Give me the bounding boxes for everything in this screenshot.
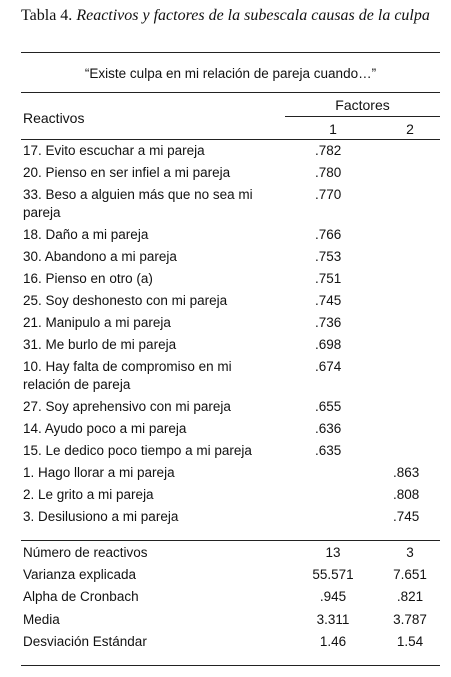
item-factor-1: .782 [315,143,342,158]
item-factor-1: .745 [315,293,342,308]
factores-rule [285,116,440,117]
table-subtitle: “Existe culpa en mi relación de pareja cuando…” [84,66,377,81]
stats-row [23,564,440,586]
item-label: 18. Daño a mi pareja [23,227,149,242]
item-factor-1: .736 [315,315,342,330]
header-factores: Factores [335,97,390,113]
table-label: Tabla 4. [21,7,73,24]
stat-factor-2: 3 [406,545,414,560]
table-row [23,224,440,246]
table-row [23,484,440,506]
table-row [23,418,440,440]
item-label: 21. Manipulo a mi pareja [23,315,171,330]
table-row [23,268,440,290]
header-top-rule [21,92,440,93]
stat-factor-1: 1.46 [319,633,347,649]
item-label: 15. Le dedico poco tiempo a mi pareja [23,443,252,458]
stat-label: Alpha de Cronbach [23,589,139,605]
item-factor-1: .655 [315,399,342,414]
table-row [23,462,440,484]
table-title: Reactivos y factores de la subescala causas de la culpa [76,7,430,24]
item-label: 20. Pienso en ser infiel a mi pareja [23,165,231,180]
item-factor-2: .808 [393,487,420,502]
stat-label: Varianza explicada [23,567,137,583]
items-table [23,140,440,528]
table-caption [21,6,441,26]
table-row [23,184,440,224]
table-row [23,140,440,162]
item-label: 3. Desilusiono a mi pareja [23,509,179,524]
bottom-rule [21,665,440,666]
table-row [23,290,440,312]
table-row [23,246,440,268]
stat-factor-1: 55.571 [312,567,354,583]
stats-row [23,609,440,631]
item-label: 16. Pienso en otro (a) [23,271,153,286]
stat-factor-1: 3.311 [316,611,350,627]
stat-label: Media [23,611,60,627]
stats-top-rule [21,540,440,541]
stat-label: Número de reactivos [23,545,148,560]
item-label: 1. Hago llorar a mi pareja [23,465,175,480]
item-factor-2: .863 [393,465,420,480]
stats-table [23,542,440,653]
item-label: 10. Hay falta de compromiso en mi relación de pareja [23,359,232,392]
stat-factor-1: 13 [325,545,341,560]
stat-factor-2: 7.651 [393,567,427,583]
stats-row [23,631,440,653]
item-label: 2. Le grito a mi pareja [23,487,154,502]
table-row [23,440,440,462]
table-row [23,506,440,528]
stats-row [23,586,440,608]
table-row [23,312,440,334]
item-label: 27. Soy aprehensivo con mi pareja [23,399,231,414]
item-factor-1: .770 [315,187,342,202]
item-factor-1: .698 [315,337,342,352]
item-factor-1: .751 [315,271,342,286]
item-factor-1: .780 [315,165,342,180]
item-factor-1: .635 [315,443,342,458]
stat-label: Desviación Estándar [23,633,147,649]
stat-factor-2: 1.54 [396,633,424,649]
table-row [23,162,440,184]
header-reactivos: Reactivos [23,110,85,126]
header-factor-2: 2 [406,121,414,137]
table-row [23,356,440,396]
item-label: 14. Ayudo poco a mi pareja [23,421,187,436]
item-factor-1: .636 [315,421,342,436]
item-label: 30. Abandono a mi pareja [23,249,177,264]
item-factor-1: .753 [315,249,342,264]
item-label: 31. Me burlo de mi pareja [23,337,177,352]
item-factor-1: .766 [315,227,342,242]
top-rule [21,52,440,53]
item-label: 25. Soy deshonesto con mi pareja [23,293,228,308]
stats-row [23,542,440,564]
stat-factor-1: .945 [319,589,347,605]
item-factor-2: .745 [393,509,420,524]
item-label: 33. Beso a alguien más que no sea mi pareja [23,187,253,220]
header-factor-1: 1 [329,121,337,137]
stat-factor-2: .821 [396,589,424,605]
table-row [23,334,440,356]
stat-factor-2: 3.787 [393,611,427,627]
table-row [23,396,440,418]
item-label: 17. Evito escuchar a mi pareja [23,143,205,158]
item-factor-1: .674 [315,359,342,374]
